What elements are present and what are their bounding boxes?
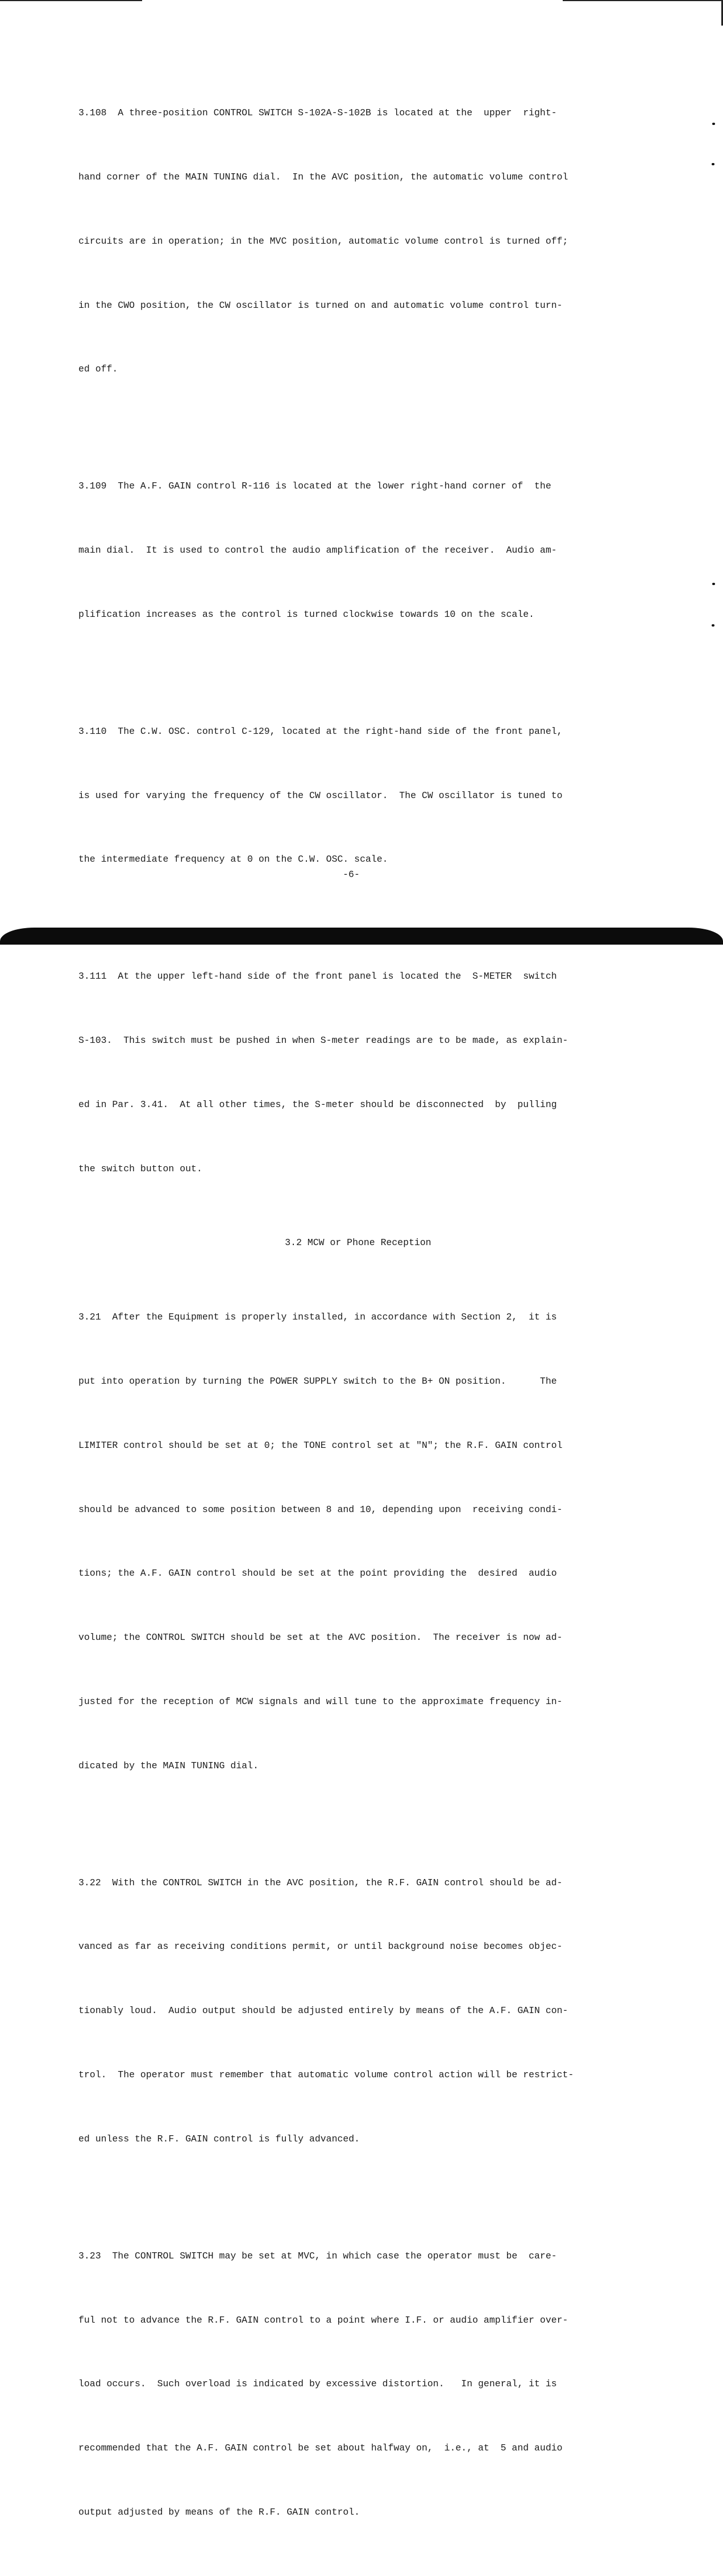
text-line: in the CWO position, the CW oscillator is turned on and automatic volume control turn- xyxy=(78,299,563,311)
text-line: the intermediate frequency at 0 on the C.W. OSC. scale. xyxy=(78,854,388,865)
text-line: circuits are in operation; in the MVC position, automatic volume control is turned off; xyxy=(78,235,568,247)
text-line: hand corner of the MAIN TUNING dial. In the AVC position, the automatic volume control xyxy=(78,171,568,182)
text-line: vanced as far as receiving conditions permit, or until background noise becomes objec- xyxy=(78,1941,563,1952)
text-line: put into operation by turning the POWER SUPPLY switch to the B+ ON position. The xyxy=(78,1376,557,1387)
text-line: ed off. xyxy=(78,364,118,375)
margin-mark xyxy=(712,624,714,627)
scan-top-rule-right xyxy=(563,0,723,1)
text-line: justed for the reception of MCW signals and will tune to the approximate frequency in- xyxy=(78,1696,563,1707)
paragraph-3-22 xyxy=(78,1830,638,2193)
text-line: LIMITER control should be set at 0; the TONE control set at "N"; the R.F. GAIN control xyxy=(78,1439,563,1451)
text-line: 3.110 The C.W. OSC. control C-129, located at the right-hand side of the front panel, xyxy=(78,725,563,737)
margin-mark xyxy=(712,123,715,125)
text-line: tionably loud. Audio output should be adjusted entirely by means of the A.F. GAIN con- xyxy=(78,2005,568,2016)
paragraph-3-109 xyxy=(78,433,638,668)
text-line: 3.22 With the CONTROL SWITCH in the AVC position, the R.F. GAIN control should be ad- xyxy=(78,1877,563,1888)
text-line: recommended that the A.F. GAIN control be set about halfway on, i.e., at 5 and audio xyxy=(78,2443,563,2454)
text-line: 3.111 At the upper left-hand side of the front panel is located the S-METER switch xyxy=(78,971,557,982)
text-line: dicated by the MAIN TUNING dial. xyxy=(78,1760,259,1771)
text-line: load occurs. Such overload is indicated by excessive distortion. In general, it is xyxy=(78,2378,557,2390)
margin-mark xyxy=(712,583,715,585)
text-line: S-103. This switch must be pushed in when S-meter readings are to be made, as explain- xyxy=(78,1035,568,1046)
text-line: is used for varying the frequency of the CW oscillator. The CW oscillator is tuned to xyxy=(78,790,563,801)
paragraph-3-108 xyxy=(78,60,638,423)
text-line: should be advanced to some position between 8 and 10, depending upon receiving condi- xyxy=(78,1504,563,1515)
body-text xyxy=(78,60,638,2576)
page-number: -6- xyxy=(343,869,360,880)
text-line: output adjusted by means of the R.F. GAIN control. xyxy=(78,2506,360,2517)
text-line: ful not to advance the R.F. GAIN control to a point where I.F. or audio amplifier over- xyxy=(78,2314,568,2326)
text-line: ed in Par. 3.41. At all other times, the S-meter should be disconnected by pulling xyxy=(78,1099,557,1110)
text-line: 3.21 After the Equipment is properly installed, in accordance with Section 2, it is xyxy=(78,1312,557,1323)
text-line: 3.108 A three-position CONTROL SWITCH S-102A-S-102B is located at the upper right- xyxy=(78,107,557,119)
scan-top-rule-left xyxy=(0,0,142,1)
text-line: ed unless the R.F. GAIN control is fully advanced. xyxy=(78,2133,360,2144)
scan-bottom-edge xyxy=(0,928,723,945)
text-line: 3.109 The A.F. GAIN control R-116 is located at the lower right-hand corner of the xyxy=(78,481,551,492)
text-line: tions; the A.F. GAIN control should be set at the point providing the desired audio xyxy=(78,1568,557,1579)
paragraph-3-111 xyxy=(78,923,638,1222)
text-line: plification increases as the control is turned clockwise towards 10 on the scale. xyxy=(78,608,535,620)
margin-mark xyxy=(712,163,714,165)
paragraph-3-21 xyxy=(78,1264,638,1819)
text-line: trol. The operator must remember that automatic volume control action will be restrict- xyxy=(78,2069,574,2081)
section-heading: 3.2 MCW or Phone Reception xyxy=(285,1237,431,1249)
text-line: main dial. It is used to control the audio amplification of the receiver. Audio am- xyxy=(78,545,557,556)
paragraph-3-23 xyxy=(78,2203,638,2566)
text-line: 3.23 The CONTROL SWITCH may be set at MVC, in which case the operator must be care- xyxy=(78,2250,557,2261)
text-line: volume; the CONTROL SWITCH should be set at the AVC position. The receiver is now ad- xyxy=(78,1632,563,1643)
text-line: the switch button out. xyxy=(78,1163,202,1174)
